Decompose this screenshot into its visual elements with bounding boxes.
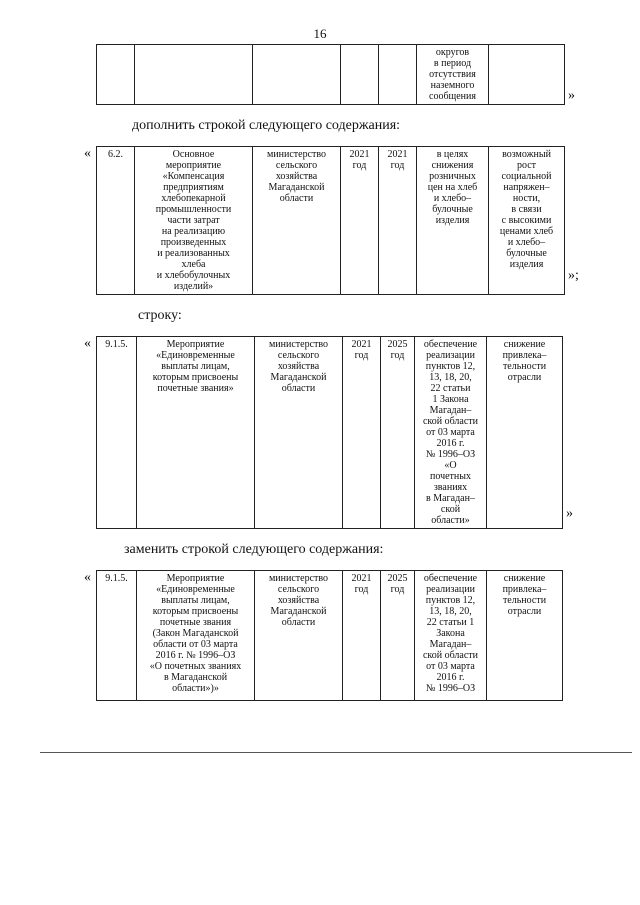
table-cell: министерство сельского хозяйства Магаданской области — [255, 337, 343, 529]
table-cell: 2021 год — [343, 337, 381, 529]
closing-quote: »; — [568, 268, 579, 283]
instruction-row-label: строку: — [138, 308, 182, 323]
bottom-divider — [40, 752, 632, 753]
table-cell: 9.1.5. — [97, 337, 137, 529]
table-cell: снижение привлека– тельности отрасли — [487, 337, 563, 529]
table-old-row — [96, 336, 563, 529]
table-cell — [97, 45, 135, 105]
table-cell: округов в период отсутствия наземного сообщения — [417, 45, 489, 105]
opening-quote: « — [84, 336, 91, 351]
table-new-row — [96, 570, 563, 701]
instruction-replace-row: заменить строкой следующего содержания: — [124, 542, 384, 557]
table-cell: возможный рост социальной напряжен– ности, в связи с высокими ценами хлеб и хлебо– булочные изделия — [489, 147, 565, 295]
table-cell: 2025 год — [381, 337, 415, 529]
table-cell: 2025 год — [381, 571, 415, 701]
table-cell: Основное мероприятие «Компенсация предприятиям хлебопекарной промышленности части затрат на реализацию произведенных и реализованных хлеба и хлебобулочных изделий» — [135, 147, 253, 295]
table-cell: министерство сельского хозяйства Магаданской области — [255, 571, 343, 701]
table-cell — [379, 45, 417, 105]
closing-quote: » — [566, 506, 573, 521]
table-cell: 9.1.5. — [97, 571, 137, 701]
table-continuation — [96, 44, 565, 105]
table-row — [97, 147, 565, 295]
table-cell: Мероприятие «Единовременные выплаты лицам, которым присвоены почетные звания» — [137, 337, 255, 529]
instruction-add-row: дополнить строкой следующего содержания: — [132, 118, 401, 133]
table-cell: в целях снижения розничных цен на хлеб и хлебо– булочные изделия — [417, 147, 489, 295]
table-cell: обеспечение реализации пунктов 12, 13, 18, 20, 22 статьи 1 Закона Магадан– ской области от 03 марта 2016 г. № 1996–ОЗ — [415, 571, 487, 701]
closing-quote: » — [568, 88, 575, 103]
opening-quote: « — [84, 570, 91, 585]
table-cell — [253, 45, 341, 105]
table-cell — [135, 45, 253, 105]
opening-quote: « — [84, 146, 91, 161]
table-row — [97, 45, 565, 105]
table-cell: снижение привлека– тельности отрасли — [487, 571, 563, 701]
table-cell: министерство сельского хозяйства Магаданской области — [253, 147, 341, 295]
table-cell — [341, 45, 379, 105]
table-cell: 6.2. — [97, 147, 135, 295]
table-cell: 2021 год — [343, 571, 381, 701]
table-cell — [489, 45, 565, 105]
table-cell: обеспечение реализации пунктов 12, 13, 18, 20, 22 статьи 1 Закона Магадан– ской области от 03 марта 2016 г. № 1996–ОЗ «О почетных званиях в Магадан– ской области» — [415, 337, 487, 529]
table-cell: Мероприятие «Единовременные выплаты лицам, которым присвоены почетные звания (Закон Магаданской области от 03 марта 2016 г. № 1996–ОЗ «О почетных званиях в Магаданской области»)» — [137, 571, 255, 701]
table-cell: 2021 год — [341, 147, 379, 295]
table-cell: 2021 год — [379, 147, 417, 295]
table-row — [97, 571, 563, 701]
table-row — [97, 337, 563, 529]
table-added-row — [96, 146, 565, 295]
page-number: 16 — [313, 26, 327, 41]
